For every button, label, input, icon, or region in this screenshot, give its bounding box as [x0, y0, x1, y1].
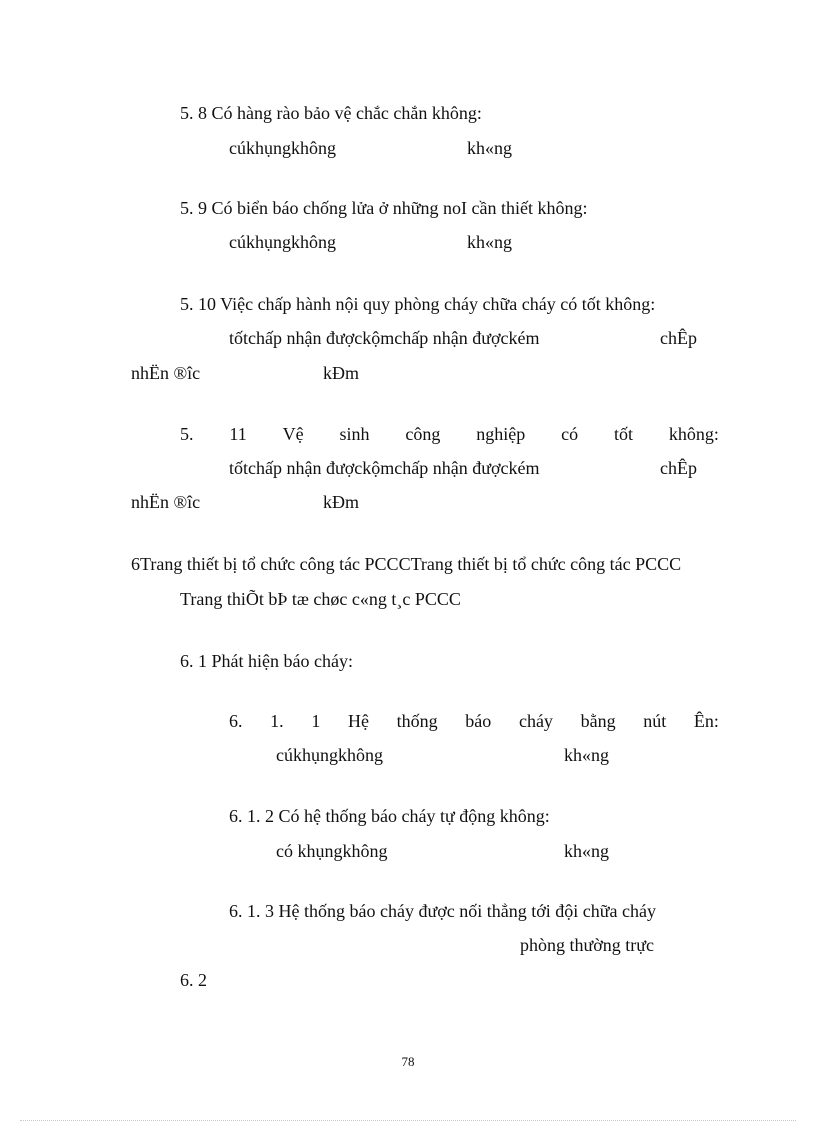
page-number: 78	[401, 1054, 415, 1069]
question-word: bằng	[580, 711, 616, 731]
answer-no: kh«ng	[564, 841, 609, 861]
question-word: 6.	[229, 711, 243, 731]
page-bottom-border	[20, 1120, 796, 1121]
answer-good: tốtchấp nhận đượckộmchấp nhận đượckém	[229, 458, 540, 478]
question-word: cháy	[518, 711, 553, 731]
answer-bad: kÐm	[323, 492, 359, 512]
question-word: nút	[643, 711, 667, 731]
answer-good: tốtchấp nhận đượckộmchấp nhận đượckém	[229, 328, 540, 348]
question-word: sinh	[339, 424, 370, 444]
answer-bad: kÐm	[323, 363, 359, 383]
question-word: không:	[668, 424, 719, 444]
question-word: có	[561, 424, 579, 444]
answer-yes: cúkhụngkhông	[229, 138, 336, 158]
question-5-10: 5. 10 Việc chấp hành nội quy phòng cháy chữa cháy có tốt không:	[180, 294, 656, 314]
question-word: Ên:	[693, 711, 719, 731]
question-word: báo	[465, 711, 492, 731]
answer-right: chÊp	[660, 328, 697, 348]
answer-yes: cúkhụngkhông	[229, 232, 336, 252]
question-word: 11	[229, 424, 247, 444]
answer-right: chÊp	[660, 458, 697, 478]
question-5-9: 5. 9 Có biển báo chống lửa ở những noI cần thiết không:	[180, 198, 588, 218]
question-word: nghiệp	[476, 424, 526, 444]
question-5-11	[180, 423, 719, 445]
answer-wrap: nhËn ®îc	[131, 492, 201, 512]
answer-wrap: nhËn ®îc	[131, 363, 201, 383]
question-word: công	[405, 424, 441, 444]
answer-no: kh«ng	[467, 138, 512, 158]
subsection-title: 6. 1 Phát hiện báo cháy:	[180, 651, 353, 671]
question-word: 5.	[180, 424, 194, 444]
question-word: 1.	[270, 711, 284, 731]
question-word: tốt	[613, 424, 633, 444]
answer-yes: có khụngkhông	[276, 841, 388, 861]
answer-no: kh«ng	[467, 232, 512, 252]
question-6-1-1	[229, 710, 719, 732]
question-word: thống	[396, 711, 438, 731]
section-heading: 6Trang thiết bị tổ chức công tác PCCCTrang thiết bị tổ chức công tác PCCC	[131, 554, 682, 574]
answer-no: kh«ng	[564, 745, 609, 765]
question-6-1-3: 6. 1. 3 Hệ thống báo cháy được nối thẳng tới đội chữa cháy	[229, 901, 656, 921]
subsection-title: 6. 2	[180, 970, 207, 990]
question-6-1-2: 6. 1. 2 Có hệ thống báo cháy tự động không:	[229, 806, 550, 826]
question-word: Hệ	[347, 711, 369, 731]
section-heading-continued: Trang thiÕt bÞ tæ chøc c«ng t¸c PCCC	[180, 589, 461, 609]
answer-yes: cúkhụngkhông	[276, 745, 383, 765]
question-5-8: 5. 8 Có hàng rào bảo vệ chắc chắn không:	[180, 103, 482, 123]
answer-continued: phòng thường trực	[520, 935, 655, 955]
question-word: Vệ	[282, 424, 304, 444]
question-word: 1	[311, 711, 321, 731]
